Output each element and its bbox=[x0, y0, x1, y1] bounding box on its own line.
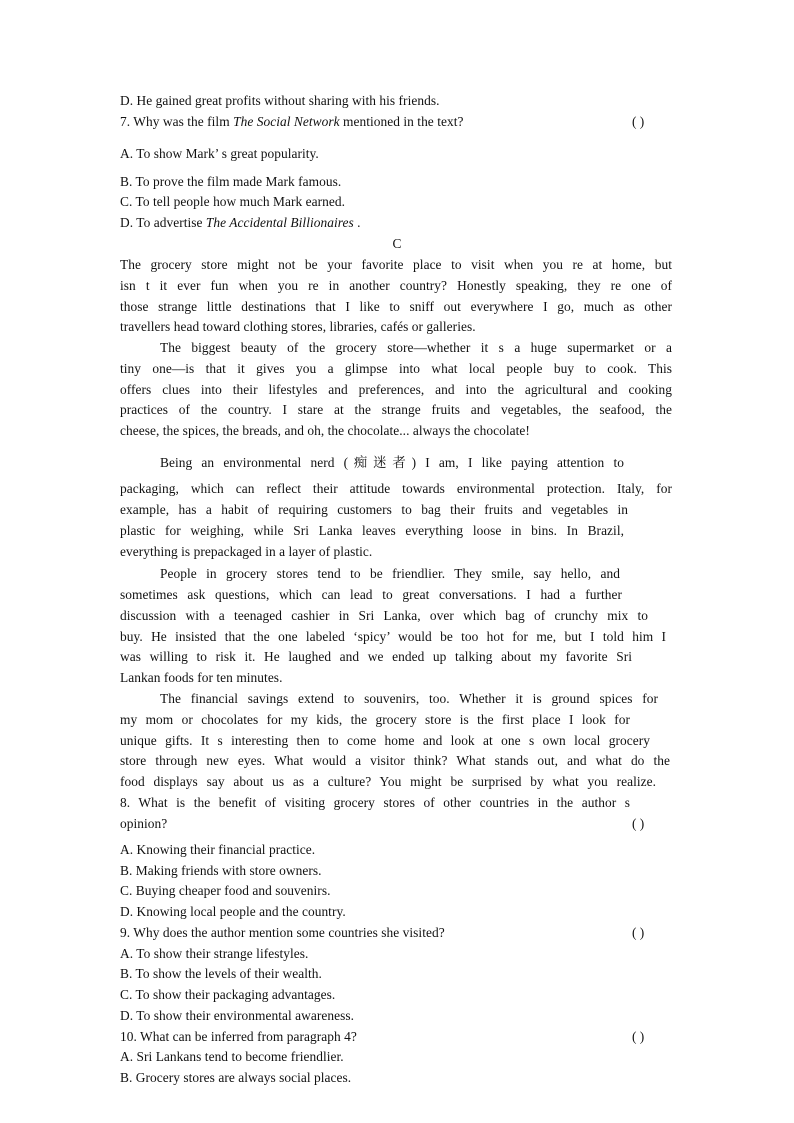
passage-line: Lankan foods for ten minutes. bbox=[120, 670, 283, 685]
passage-line: those strange little destinations that I like to sniff out everywhere I go, much as other bbox=[120, 299, 672, 314]
q9-option-b: B. To show the levels of their wealth. bbox=[120, 966, 322, 981]
passage-label: C bbox=[392, 236, 402, 251]
q7-stem-suffix: mentioned in the text? bbox=[339, 114, 464, 129]
q8-option-c: C. Buying cheaper food and souvenirs. bbox=[120, 883, 331, 898]
passage-line: unique gifts. It s interesting then to come home and look at one s own local grocery bbox=[120, 733, 650, 748]
passage-line: The financial savings extend to souvenirs, too. Whether it is ground spices for bbox=[160, 691, 658, 706]
passage-line: The grocery store might not be your favorite place to visit when you re at home, but bbox=[120, 257, 672, 272]
q9-option-d: D. To show their environmental awareness. bbox=[120, 1008, 355, 1023]
q7-option-b: B. To prove the film made Mark famous. bbox=[120, 174, 342, 189]
q7-option-c: C. To tell people how much Mark earned. bbox=[120, 194, 345, 209]
q7-option-d-suffix: . bbox=[353, 215, 361, 230]
passage-line: People in grocery stores tend to be friendlier. They smile, say hello, and bbox=[160, 566, 620, 581]
q7-option-d-title: The Accidental Billionaires bbox=[205, 215, 354, 230]
passage-line: isn t it ever fun when you re in another country? Honestly speaking, they re one of bbox=[120, 278, 672, 293]
passage-line: offers clues into their lifestyles and preferences, and into the agricultural and cooking bbox=[120, 382, 672, 397]
q10-option-a: A. Sri Lankans tend to become friendlier. bbox=[120, 1049, 344, 1064]
q8-option-d: D. Knowing local people and the country. bbox=[120, 904, 346, 919]
passage-line: discussion with a teenaged cashier in Sri Lanka, over which bag of crunchy mix to bbox=[120, 608, 648, 623]
q8-stem-line2: opinion? bbox=[120, 816, 168, 831]
passage-line: buy. He insisted that the one labeled ‘spicy’ would be too hot for me, but I told him I bbox=[120, 629, 666, 644]
q10-stem: 10. What can be inferred from paragraph 4? bbox=[120, 1029, 357, 1044]
q10-option-b: B. Grocery stores are always social places. bbox=[120, 1070, 352, 1085]
passage-line: store through new eyes. What would a visitor think? What stands out, and what do the bbox=[120, 753, 670, 768]
q7-answer-blank[interactable]: ( ) bbox=[632, 114, 645, 129]
passage-line: food displays say about us as a culture? You might be surprised by what you realize. bbox=[120, 774, 656, 789]
passage-line: my mom or chocolates for my kids, the grocery store is the first place I look for bbox=[120, 712, 630, 727]
q7-option-d bbox=[120, 215, 361, 231]
passage-line: was willing to risk it. He laughed and we ended up talking about my favorite Sri bbox=[120, 649, 632, 664]
q8-option-b: B. Making friends with store owners. bbox=[120, 863, 322, 878]
passage-line: example, has a habit of requiring customers to bag their fruits and vegetables in bbox=[120, 502, 628, 517]
q7-stem-prefix: 7. Why was the film bbox=[120, 114, 234, 129]
q7-film-title: The Social Network bbox=[233, 114, 340, 129]
q9-option-a: A. To show their strange lifestyles. bbox=[120, 946, 309, 961]
q8-answer-blank[interactable]: ( ) bbox=[632, 816, 645, 831]
passage-line: packaging, which can reflect their attitude towards environmental protection. Italy, for bbox=[120, 481, 672, 496]
passage-line: plastic for weighing, while Sri Lanka leaves everything loose in bins. In Brazil, bbox=[120, 523, 624, 538]
passage-line: practices of the country. I stare at the strange fruits and vegetables, the seafood, the bbox=[120, 402, 672, 417]
q8-option-a: A. Knowing their financial practice. bbox=[120, 842, 316, 857]
passage-line: Being an environmental nerd (痴迷者) I am, I like paying attention to bbox=[160, 455, 624, 470]
q10-answer-blank[interactable]: ( ) bbox=[632, 1029, 645, 1044]
passage-line: cheese, the spices, the breads, and oh, the chocolate... always the chocolate! bbox=[120, 423, 530, 438]
q7-option-a: A. To show Mark’ s great popularity. bbox=[120, 146, 319, 161]
q7-stem bbox=[120, 114, 463, 130]
passage-line: everything is prepackaged in a layer of plastic. bbox=[120, 544, 373, 559]
q9-stem: 9. Why does the author mention some countries she visited? bbox=[120, 925, 445, 940]
passage-line: The biggest beauty of the grocery store—whether it s a huge supermarket or a bbox=[160, 340, 672, 355]
q9-option-c: C. To show their packaging advantages. bbox=[120, 987, 336, 1002]
q9-answer-blank[interactable]: ( ) bbox=[632, 925, 645, 940]
q8-stem-line1: 8. What is the benefit of visiting grocery stores of other countries in the author s bbox=[120, 795, 630, 810]
passage-line: travellers head toward clothing stores, libraries, cafés or galleries. bbox=[120, 319, 476, 334]
passage-line: sometimes ask questions, which can lead to great conversations. I had a further bbox=[120, 587, 622, 602]
passage-line: tiny one—is that it gives you a glimpse into what local people buy to cook. This bbox=[120, 361, 672, 376]
q6-option-d: D. He gained great profits without sharing with his friends. bbox=[120, 93, 440, 108]
q7-option-d-prefix: D. To advertise bbox=[120, 215, 206, 230]
